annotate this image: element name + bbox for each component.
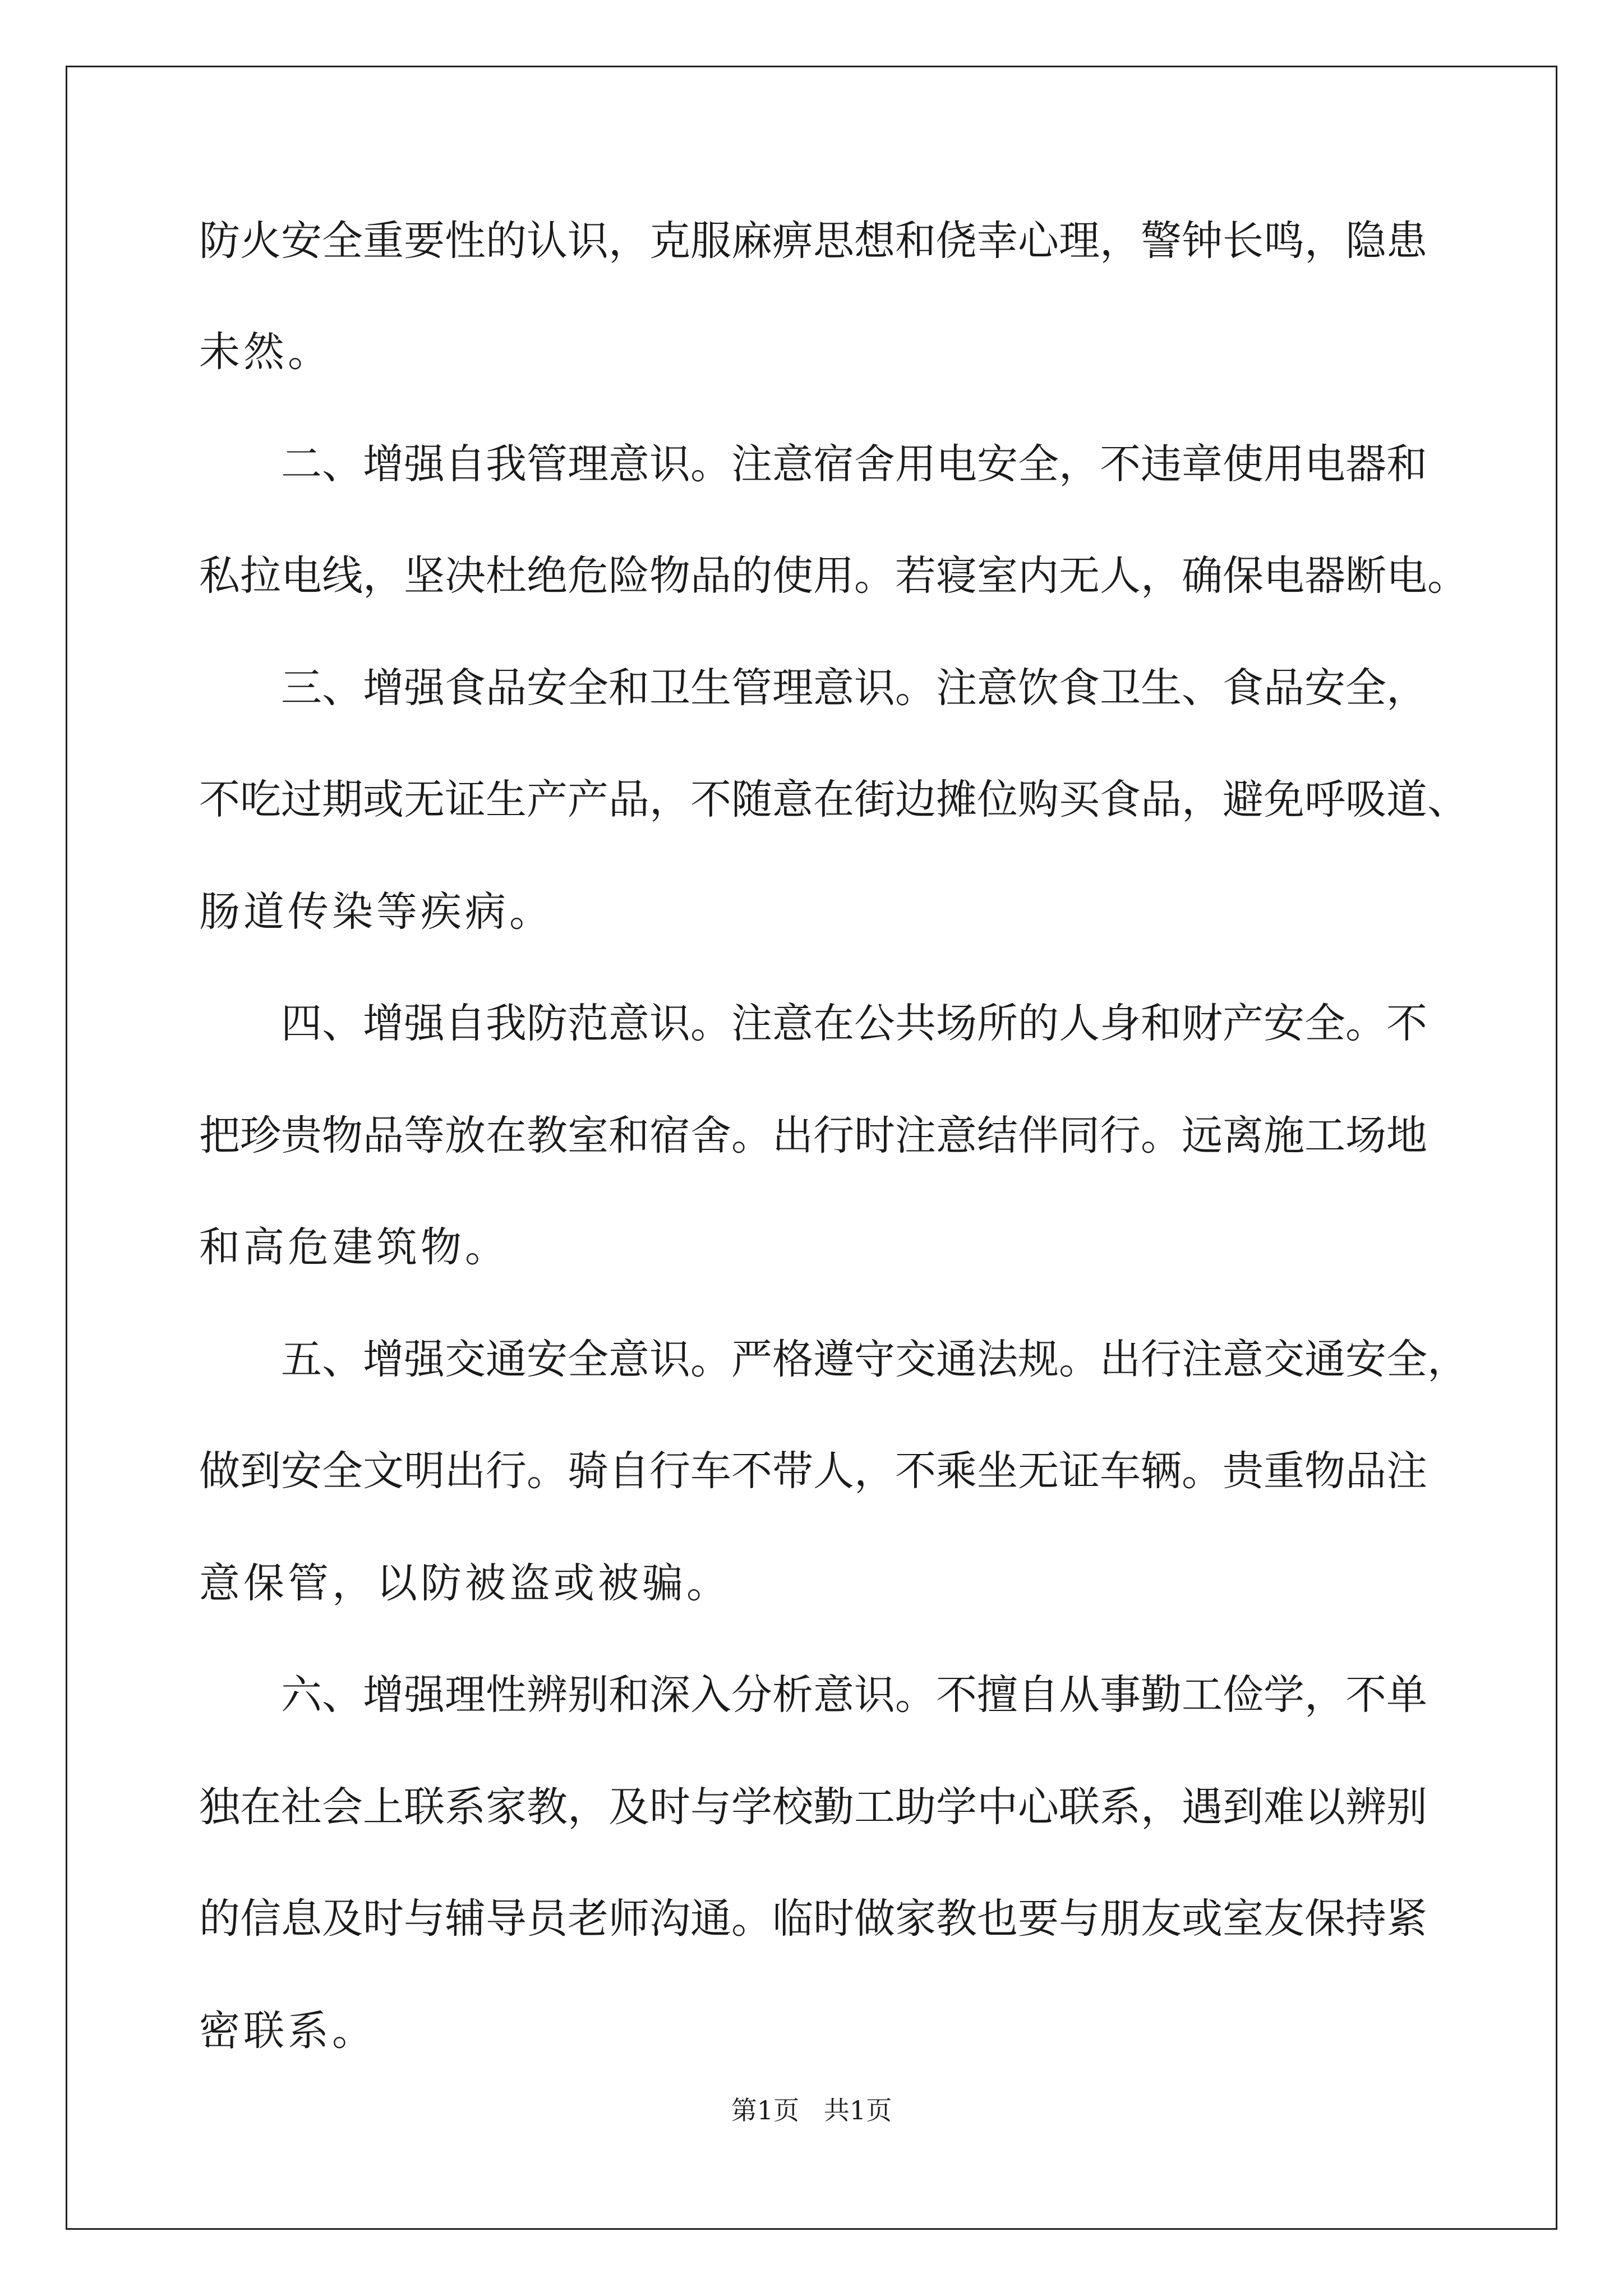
text-line: 密联系。	[199, 2007, 376, 2055]
text-line: 防火安全重要性的认识，克服麻痹思想和侥幸心理，警钟长鸣，隐患	[199, 217, 1427, 265]
text-line: 五、增强交通安全意识。严格遵守交通法规。出行注意交通安全，	[281, 1336, 1468, 1383]
text-line: 的信息及时与辅导员老师沟通。临时做家教也要与朋友或室友保持紧	[199, 1895, 1427, 1943]
text-line: 三、增强食品安全和卫生管理意识。注意饮食卫生、食品安全，	[281, 664, 1427, 712]
text-line: 不吃过期或无证生产产品，不随意在街边摊位购买食品，避免呼吸道、	[199, 776, 1468, 823]
text-line: 独在社会上联系家教，及时与学校勤工助学中心联系，遇到难以辨别	[199, 1783, 1427, 1831]
text-line: 做到安全文明出行。骑自行车不带人，不乘坐无证车辆。贵重物品注	[199, 1447, 1427, 1495]
text-line: 私拉电线，坚决杜绝危险物品的使用。若寝室内无人，确保电器断电。	[199, 552, 1468, 600]
text-line: 把珍贵物品等放在教室和宿舍。出行时注意结伴同行。远离施工场地	[199, 1112, 1427, 1159]
text-line: 未然。	[199, 328, 332, 376]
text-line: 肠道传染等疾病。	[199, 888, 554, 936]
text-line: 四、增强自我防范意识。注意在公共场所的人身和财产安全。不	[281, 1000, 1427, 1047]
page-number-footer: 第1页 共1页	[731, 2095, 892, 2125]
text-line: 意保管，以防被盗或被骗。	[199, 1559, 731, 1607]
text-line: 二、增强自我管理意识。注意宿舍用电安全，不违章使用电器和	[281, 440, 1427, 488]
text-line: 和高危建筑物。	[199, 1223, 509, 1271]
text-line: 六、增强理性辨别和深入分析意识。不擅自从事勤工俭学，不单	[281, 1671, 1427, 1719]
